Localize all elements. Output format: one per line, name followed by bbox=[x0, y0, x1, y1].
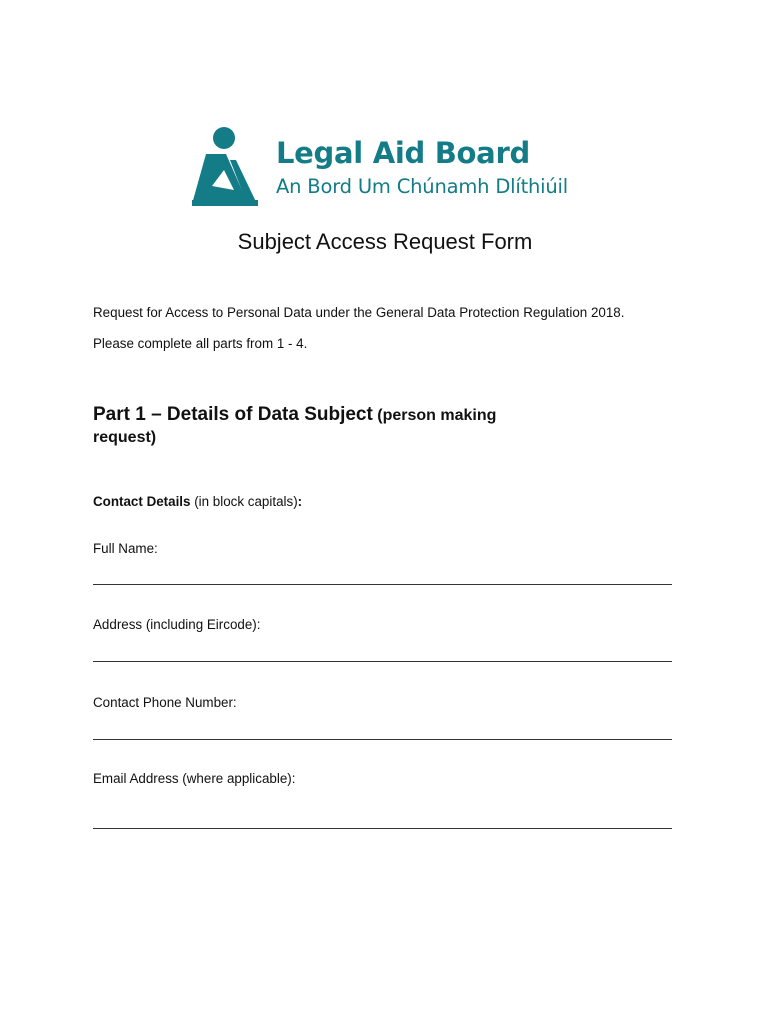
instruction-text: Please complete all parts from 1 - 4. bbox=[93, 336, 308, 351]
legal-aid-board-logo bbox=[192, 126, 592, 210]
contact-details-label-rest: (in block capitals) bbox=[190, 494, 298, 509]
logo-irish-name: An Bord Um Chúnamh Dlíthiúil bbox=[276, 175, 568, 198]
full-name-label: Full Name: bbox=[93, 541, 158, 556]
phone-label: Contact Phone Number: bbox=[93, 695, 237, 710]
legal-aid-board-emblem-icon bbox=[192, 126, 258, 208]
full-name-line[interactable] bbox=[93, 584, 672, 585]
logo-name: Legal Aid Board bbox=[276, 136, 530, 170]
part1-heading-main: Part 1 – Details of Data Subject bbox=[93, 404, 373, 425]
part1-heading bbox=[93, 404, 563, 449]
part1-heading-sub: (person making request) bbox=[93, 407, 497, 446]
email-label: Email Address (where applicable): bbox=[93, 771, 296, 786]
intro-text: Request for Access to Personal Data under the General Data Protection Regulation 2018. bbox=[93, 305, 625, 320]
address-label: Address (including Eircode): bbox=[93, 617, 261, 632]
contact-details-label bbox=[93, 494, 302, 509]
contact-details-label-bold: Contact Details bbox=[93, 494, 191, 509]
contact-details-colon: : bbox=[297, 494, 303, 509]
email-line[interactable] bbox=[93, 828, 672, 829]
page-title: Subject Access Request Form bbox=[237, 229, 533, 254]
address-line[interactable] bbox=[93, 661, 672, 662]
phone-line[interactable] bbox=[93, 739, 672, 740]
